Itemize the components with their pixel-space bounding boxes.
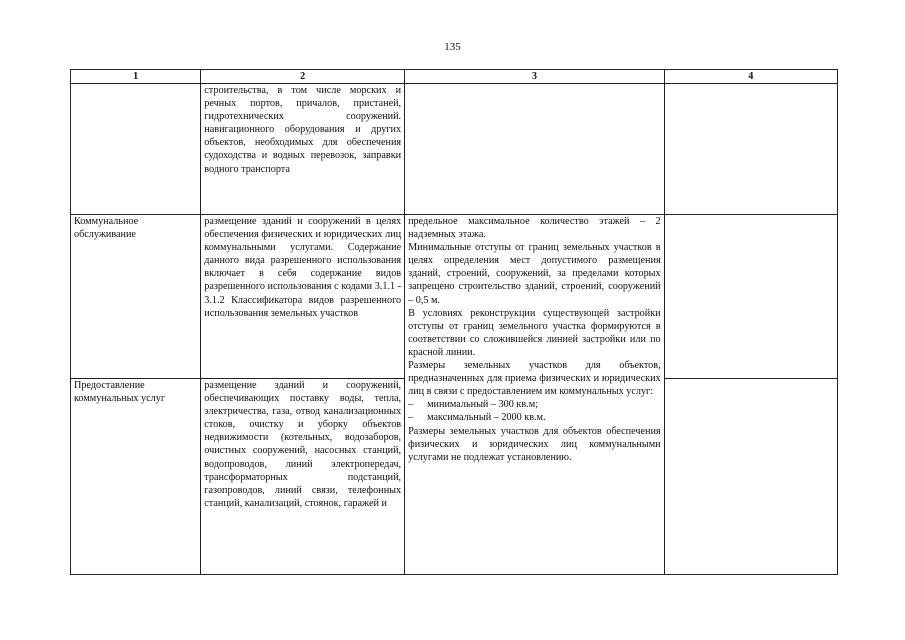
table-cell-use-name xyxy=(71,84,201,215)
cell-text: размещение зданий и сооружений в целях обеспечения физических и юридических лиц коммунальными услугами. Содержание данного вида разрешенного использования включает в себя содержание видов разрешенного использования с кодами 3.1.1 - 3.1.2 Классификатора видов разрешенного использования земельных участков xyxy=(204,216,402,319)
param-text-max-size: максимальный – 2000 кв.м. xyxy=(427,412,546,424)
cell-text: обслуживание xyxy=(74,229,136,241)
header-cell-4: 4 xyxy=(664,70,837,84)
table-cell-use-description xyxy=(201,215,405,379)
param-text-floors: предельное максимальное количество этажей – 2 надземных этажа. xyxy=(408,216,661,241)
cell-text: Предоставление xyxy=(74,380,145,391)
cell-text: строительства, в том числе морских и речных портов, причалов, пристаней, гидротехнических сооружений. навигационного оборудования и других объектов, необходимых для обеспечения судоходства и водных перевозок, заправки водного транспорта xyxy=(204,85,402,175)
table-cell-use-description xyxy=(201,379,405,575)
page-number: 135 xyxy=(444,41,461,53)
param-text-no-limit: Размеры земельных участков для объектов обеспечения физических и юридических лиц коммунальными услугами не подлежат установлению. xyxy=(408,425,661,463)
table-cell-restrictions xyxy=(664,215,837,379)
list-item xyxy=(408,411,661,424)
cell-text-wrap xyxy=(204,379,401,574)
table-cell-use-name xyxy=(71,379,201,575)
header-cell-3: 3 xyxy=(405,70,665,84)
table-cell-parameters xyxy=(405,215,665,575)
cell-text: размещение зданий и сооружений, обеспечивающих поставку воды, тепла, электричества, газа, отвод канализационных стоков, очистку и уборку объектов недвижимости (котельных, водозаборов, очистных сооружений, насосных станций, водопроводов, линий электропередач, трансформаторных подстанций, газопроводов, линий связи, телефонных станций, канализаций, стоянок, гаражей и xyxy=(204,380,402,509)
bullet-dash: – xyxy=(408,412,414,424)
table-cell-use-name xyxy=(71,215,201,379)
param-text-min-size: минимальный – 300 кв.м; xyxy=(427,399,538,411)
list-item xyxy=(408,398,661,411)
bullet-dash: – xyxy=(408,399,414,411)
header-cell-2: 2 xyxy=(201,70,405,84)
table-header-row xyxy=(71,70,838,84)
header-cell-1: 1 xyxy=(71,70,201,84)
table-cell-restrictions xyxy=(664,84,837,215)
table-row xyxy=(71,84,838,215)
param-text-plot-sizes: Размеры земельных участков для объектов, предназначенных для приема физических и юридических лиц в связи с предоставлением им коммунальных услуг: xyxy=(408,360,661,398)
table-row xyxy=(71,215,838,379)
regulations-table xyxy=(70,69,838,575)
param-text-setbacks: Минимальные отступы от границ земельных участков в целях определения мест допустимого размещения зданий, строений, сооружений, за пределами которых запрещено строительство зданий, строений, сооружений – 0,5 м. xyxy=(408,242,661,306)
cell-text: Коммунальное xyxy=(74,216,139,227)
table-cell-restrictions xyxy=(664,379,837,575)
cell-text: коммунальных услуг xyxy=(74,393,166,405)
table-cell-parameters xyxy=(405,84,665,215)
table-cell-use-description xyxy=(201,84,405,215)
param-text-reconstruction: В условиях реконструкции существующей застройки отступы от границ земельного участка формируются в соответствии со сложившейся линией застройки или по красной линии. xyxy=(408,307,661,358)
